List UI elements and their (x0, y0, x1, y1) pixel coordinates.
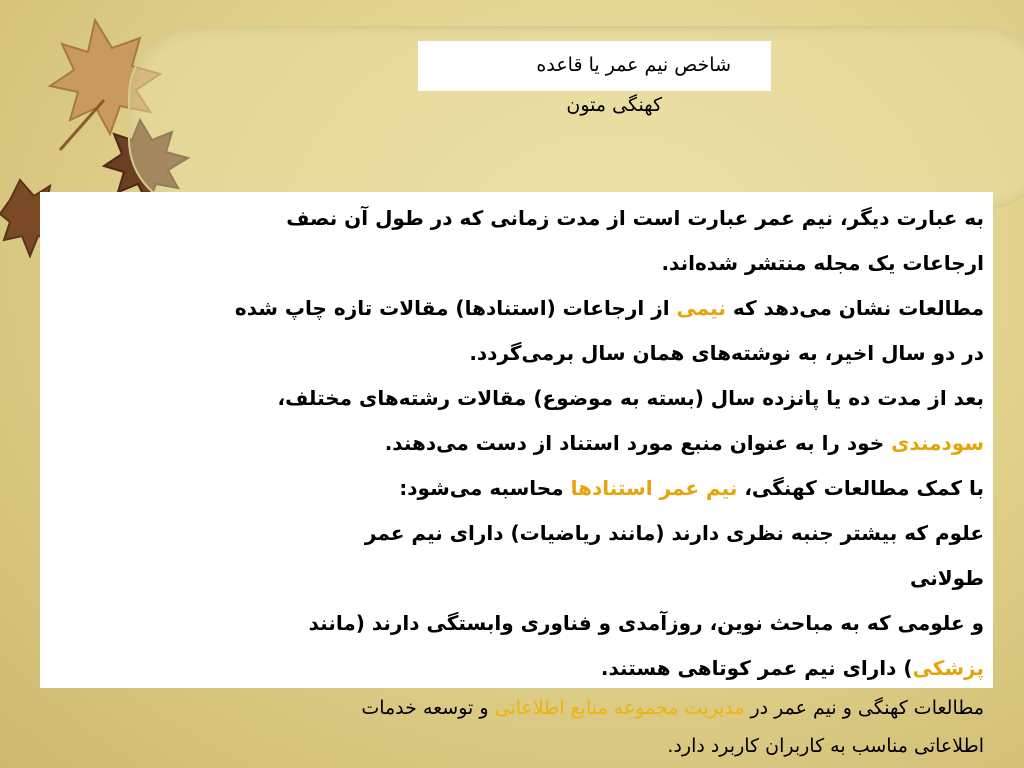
text-segment: مطالعات نشان می‌دهد که (725, 296, 984, 320)
body-line-10 (309, 609, 984, 637)
body-line-2 (661, 249, 984, 277)
highlighted-term: نیمی (676, 296, 726, 320)
body-line-4 (469, 339, 984, 367)
text-segment: ارجاعات یک مجله منتشر شده‌اند. (661, 251, 984, 275)
body-line-3 (235, 294, 984, 322)
body-line-9 (910, 564, 984, 592)
text-segment: و توسعه خدمات (361, 697, 495, 719)
highlighted-term: سودمندی (891, 431, 984, 455)
highlighted-term: پزشکی (912, 656, 984, 680)
text-segment: ) دارای نیم عمر کوتاهی هستند. (600, 656, 913, 680)
text-segment: اطلاعاتی مناسب به کاربران کاربرد دارد. (667, 735, 984, 757)
body-line-8 (365, 519, 984, 547)
slide-title: شاخص نیم عمر یا قاعده (536, 54, 731, 76)
body-line-5 (278, 384, 985, 412)
text-segment: خود را به عنوان منبع مورد استناد از دست می‌دهند. (384, 431, 892, 455)
text-segment: محاسبه می‌شود: (399, 476, 571, 500)
highlighted-term: نیم عمر استنادها (570, 476, 738, 500)
body-line-7 (399, 474, 984, 502)
footer-line-1 (361, 694, 984, 722)
body-line-11 (601, 654, 984, 682)
text-segment: به عبارت دیگر، نیم عمر عبارت است از مدت زمانی که در طول آن نصف (286, 206, 984, 230)
text-segment: با کمک مطالعات کهنگی، (737, 476, 984, 500)
text-segment: علوم که بیشتر جنبه نظری دارند (مانند ریاضیات) دارای نیم عمر (364, 521, 984, 545)
text-segment: در دو سال اخیر، به نوشته‌های همان سال برمی‌گردد. (469, 341, 984, 365)
text-segment: بعد از مدت ده یا پانزده سال (بسته به موضوع) مقالات رشته‌های مختلف، (277, 386, 984, 410)
footer-line-2 (667, 732, 984, 760)
highlighted-term: مدیریت مجموعه منابع اطلاعاتی (494, 697, 745, 719)
text-segment: طولانی (909, 566, 984, 590)
text-segment: مطالعات کهنگی و نیم عمر در (744, 697, 984, 719)
text-segment: و علومی که به مباحث نوین، روزآمدی و فناوری وابستگی دارند (مانند (308, 611, 984, 635)
text-segment: از ارجاعات (استنادها) مقالات تازه چاپ شده (234, 296, 677, 320)
body-line-6 (385, 429, 984, 457)
body-line-1 (286, 204, 984, 232)
slide-title-continued: کهنگی متون (566, 94, 662, 116)
